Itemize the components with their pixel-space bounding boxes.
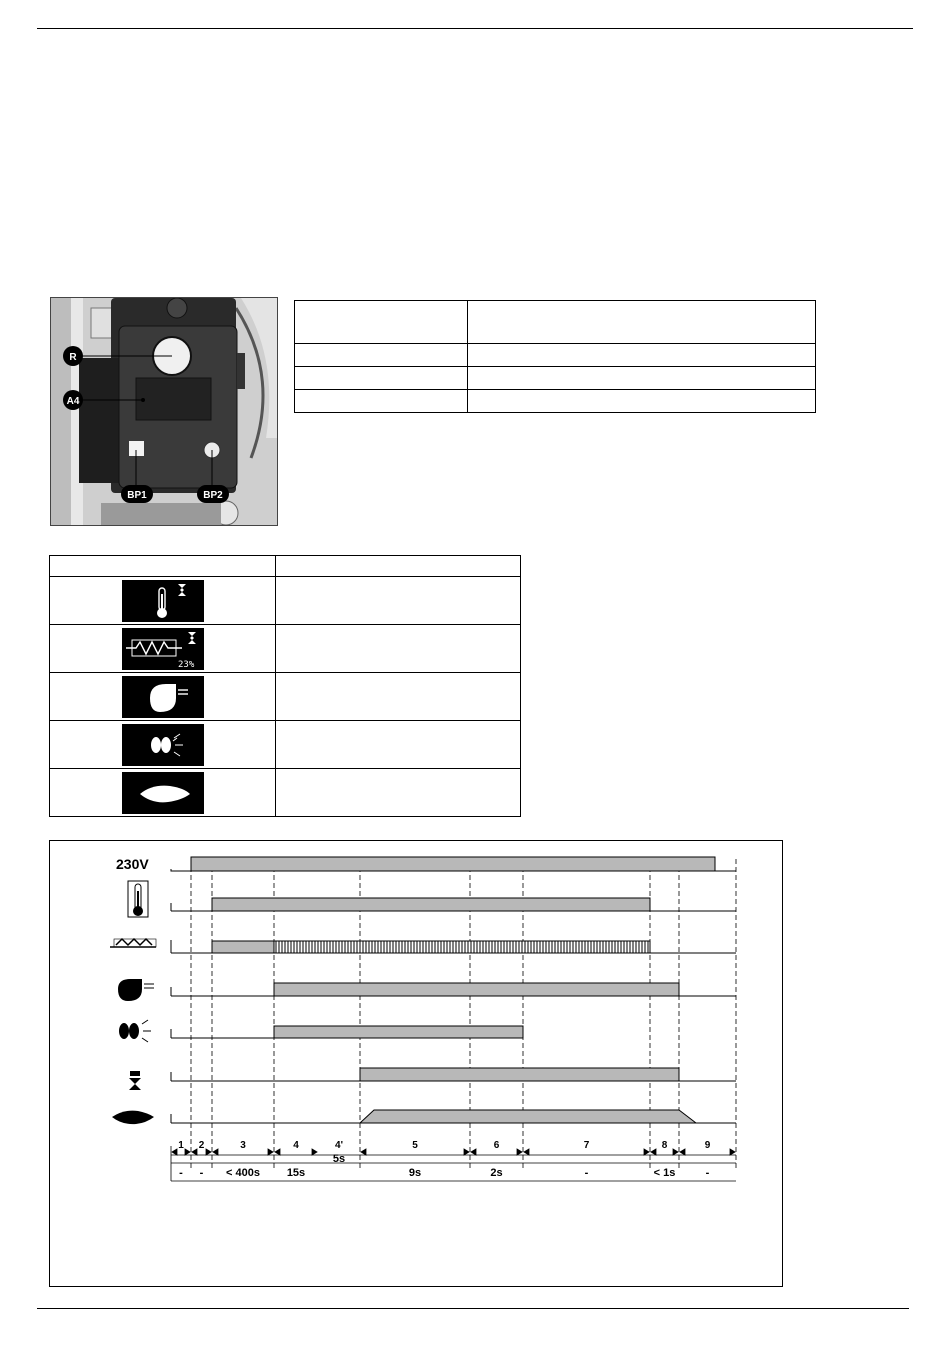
phase-label: 2 [198, 1140, 205, 1151]
row-gas-valve-bar [360, 1068, 679, 1081]
operating-sequence-diagram [49, 840, 783, 1287]
phase-duration: - [199, 1167, 204, 1179]
phase-duration: 2s [490, 1167, 503, 1179]
phase-duration: < 1s [653, 1167, 676, 1179]
ignition-spark-icon [119, 1020, 151, 1042]
control-unit-photo [50, 297, 278, 526]
phase-duration: 5s [332, 1153, 346, 1165]
phase-duration: - [179, 1167, 183, 1179]
phase-arrows [172, 1149, 735, 1155]
fan-icon [118, 979, 154, 1001]
phase-labels [178, 1140, 711, 1179]
callout-bp2 [197, 485, 229, 503]
thermometer-icon [128, 881, 148, 917]
status-icon-table [49, 555, 521, 817]
row-flame-bar [360, 1110, 696, 1123]
phase-label: 3 [240, 1140, 246, 1151]
svg-text:23%: 23% [177, 659, 194, 670]
phase-label: 7 [583, 1140, 590, 1151]
phase-duration: - [705, 1167, 710, 1179]
thermometer-hourglass-icon [122, 580, 204, 622]
phase-label: 6 [493, 1140, 500, 1151]
phase-label: 4 [293, 1140, 299, 1151]
phase-label: 4' [335, 1140, 343, 1151]
phase-duration: 9s [408, 1167, 422, 1179]
svg-text:BP2: BP2 [203, 490, 223, 501]
phase-duration: < 400s [226, 1167, 260, 1179]
phase-label: 1 [178, 1140, 184, 1151]
component-table [294, 300, 816, 413]
callout-bp1 [121, 485, 153, 503]
callout-a4 [63, 390, 83, 410]
svg-text:BP1: BP1 [127, 490, 147, 501]
phase-duration: - [584, 1167, 589, 1179]
valve-icon [129, 1071, 141, 1090]
phase-duration: 15s [286, 1167, 306, 1179]
row-preheater-modulating-bar [274, 941, 650, 953]
voltage-label: 230V [116, 856, 149, 872]
row-thermostat-bar [212, 898, 650, 911]
row-preheater-bar [212, 941, 274, 953]
ignition-spark-icon [122, 724, 204, 766]
heating-element-hourglass-icon [122, 628, 204, 670]
phase-label: 9 [704, 1140, 711, 1151]
footer-rule [37, 1308, 909, 1309]
header-rule [37, 28, 913, 29]
phase-label: 8 [661, 1140, 668, 1151]
row-ignition-bar [274, 1026, 523, 1038]
phase-label: 5 [412, 1140, 418, 1151]
svg-text:A4: A4 [66, 396, 80, 407]
fan-icon [122, 676, 204, 718]
flame-icon [112, 1111, 154, 1125]
row-230v-bar [191, 857, 715, 871]
callout-r [63, 346, 83, 366]
svg-text:R: R [69, 352, 77, 363]
row-fan-bar [274, 983, 679, 996]
row-230v-baseline-left [171, 869, 191, 871]
status-table-header-cell [50, 556, 276, 577]
flame-icon [122, 772, 204, 814]
status-table-header-cell [276, 556, 521, 577]
heating-element-icon [110, 939, 156, 947]
sequence-svg [50, 841, 782, 1286]
